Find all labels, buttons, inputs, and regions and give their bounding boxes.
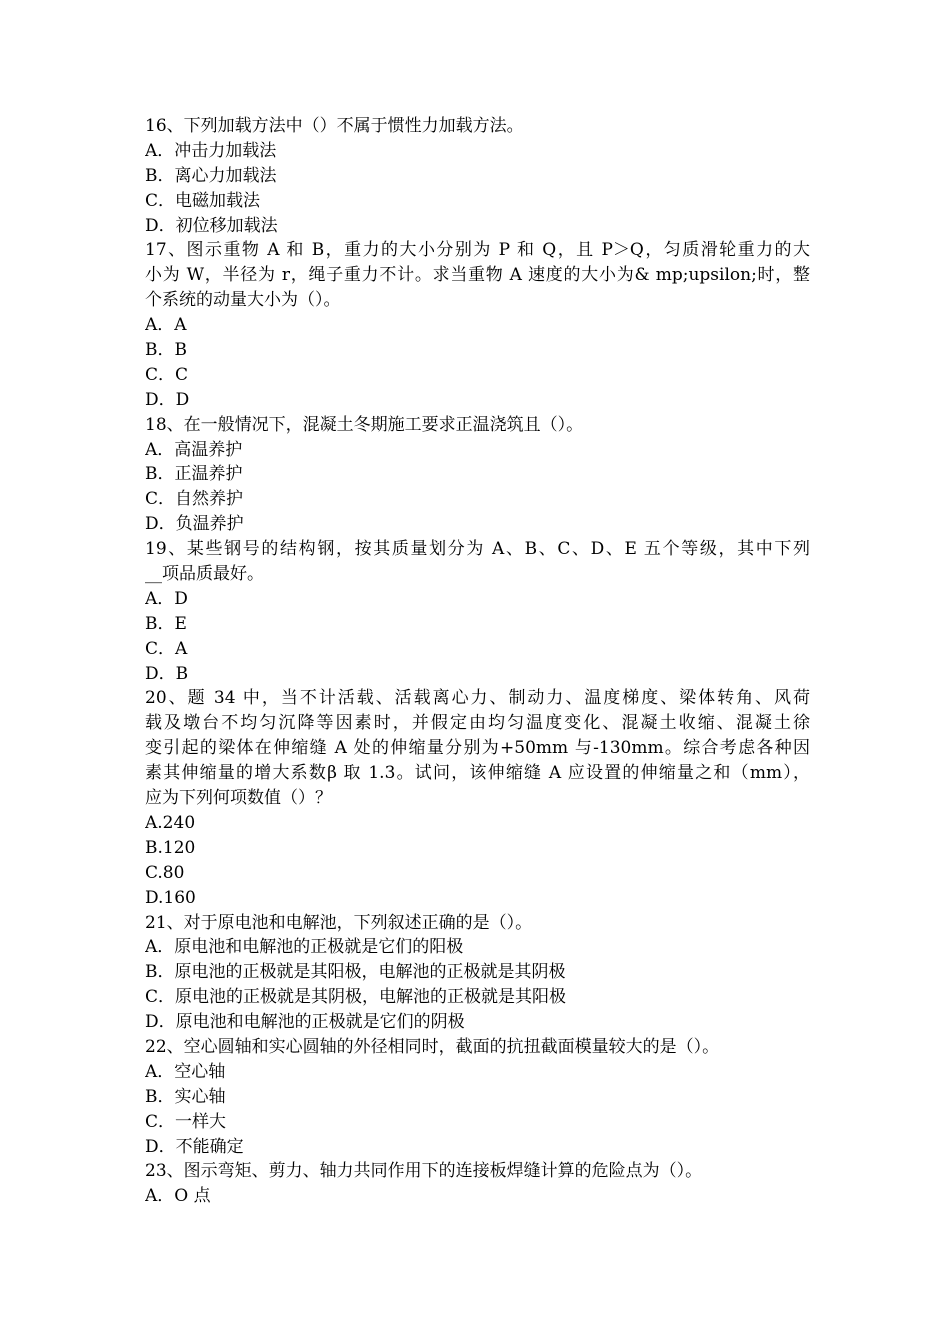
option-line: D．初位移加载法 bbox=[145, 215, 278, 236]
question-line: 载及墩台不均匀沉降等因素时，并假定由均匀温度变化、混凝土收缩、混凝土徐 bbox=[145, 713, 810, 734]
option-line: A．高温养护 bbox=[145, 439, 243, 460]
option-line: A．空心轴 bbox=[145, 1061, 226, 1082]
option-line: D．负温养护 bbox=[145, 514, 244, 535]
question-line: 个系统的动量大小为（）。 bbox=[145, 290, 341, 311]
question-line: 18、在一般情况下，混凝土冬期施工要求正温浇筑且（）。 bbox=[145, 414, 584, 435]
option-line: B．正温养护 bbox=[145, 464, 243, 485]
option-line: B．实心轴 bbox=[145, 1086, 226, 1107]
option-line: C.80 bbox=[145, 862, 185, 883]
question-line: 22、空心圆轴和实心圆轴的外径相同时，截面的抗扭截面模量较大的是（）。 bbox=[145, 1036, 720, 1057]
question-line: __项品质最好。 bbox=[145, 564, 264, 585]
option-line: C．原电池的正极就是其阴极，电解池的正极就是其阳极 bbox=[145, 987, 567, 1008]
option-line: B.120 bbox=[145, 837, 196, 858]
question-line: 21、对于原电池和电解池，下列叙述正确的是（）。 bbox=[145, 912, 533, 933]
option-line: A．D bbox=[145, 588, 188, 609]
option-line: A.240 bbox=[145, 812, 196, 833]
option-line: B．E bbox=[145, 613, 187, 634]
option-line: D.160 bbox=[145, 887, 196, 908]
question-line: 变引起的梁体在伸缩缝 A 处的伸缩量分别为+50mm 与-130mm。综合考虑各种因 bbox=[145, 738, 810, 759]
option-line: B．原电池的正极就是其阳极，电解池的正极就是其阴极 bbox=[145, 962, 566, 983]
question-line: 19、某些钢号的结构钢，按其质量划分为 A、B、C、D、E 五个等级，其中下列 bbox=[145, 539, 810, 560]
option-line: A．O 点 bbox=[145, 1186, 211, 1207]
question-line: 应为下列何项数值（）？ bbox=[145, 788, 332, 809]
question-line: 小为 W，半径为 r，绳子重力不计。求当重物 A 速度的大小为& mp;upsilon;时，整 bbox=[145, 265, 810, 286]
option-line: D．原电池和电解池的正极就是它们的阴极 bbox=[145, 1012, 465, 1033]
document-page bbox=[145, 114, 810, 1209]
question-line: 素其伸缩量的增大系数β 取 1.3。试问，该伸缩缝 A 应设置的伸缩量之和（mm）， bbox=[145, 763, 810, 784]
option-line: B．B bbox=[145, 340, 187, 361]
option-line: B．离心力加载法 bbox=[145, 165, 277, 186]
question-line: 20、题 34 中，当不计活载、活载离心力、制动力、温度梯度、梁体转角、风荷 bbox=[145, 688, 810, 709]
option-line: D．D bbox=[145, 389, 190, 410]
option-line: C．C bbox=[145, 364, 189, 385]
question-line: 16、下列加载方法中（）不属于惯性力加载方法。 bbox=[145, 116, 524, 136]
option-line: D．B bbox=[145, 663, 189, 684]
option-line: C．A bbox=[145, 638, 188, 659]
question-line: 17、图示重物 A 和 B，重力的大小分别为 P 和 Q，且 P＞Q，匀质滑轮重力的大 bbox=[145, 240, 810, 261]
option-line: A．原电池和电解池的正极就是它们的阳极 bbox=[145, 937, 464, 958]
option-line: C．一样大 bbox=[145, 1111, 227, 1132]
option-line: A．A bbox=[145, 315, 187, 336]
option-line: C．自然养护 bbox=[145, 489, 244, 510]
option-line: A．冲击力加载法 bbox=[145, 140, 277, 161]
question-line: 23、图示弯矩、剪力、轴力共同作用下的连接板焊缝计算的危险点为（）。 bbox=[145, 1161, 703, 1182]
option-line: C．电磁加载法 bbox=[145, 190, 261, 211]
option-line: D．不能确定 bbox=[145, 1136, 244, 1157]
